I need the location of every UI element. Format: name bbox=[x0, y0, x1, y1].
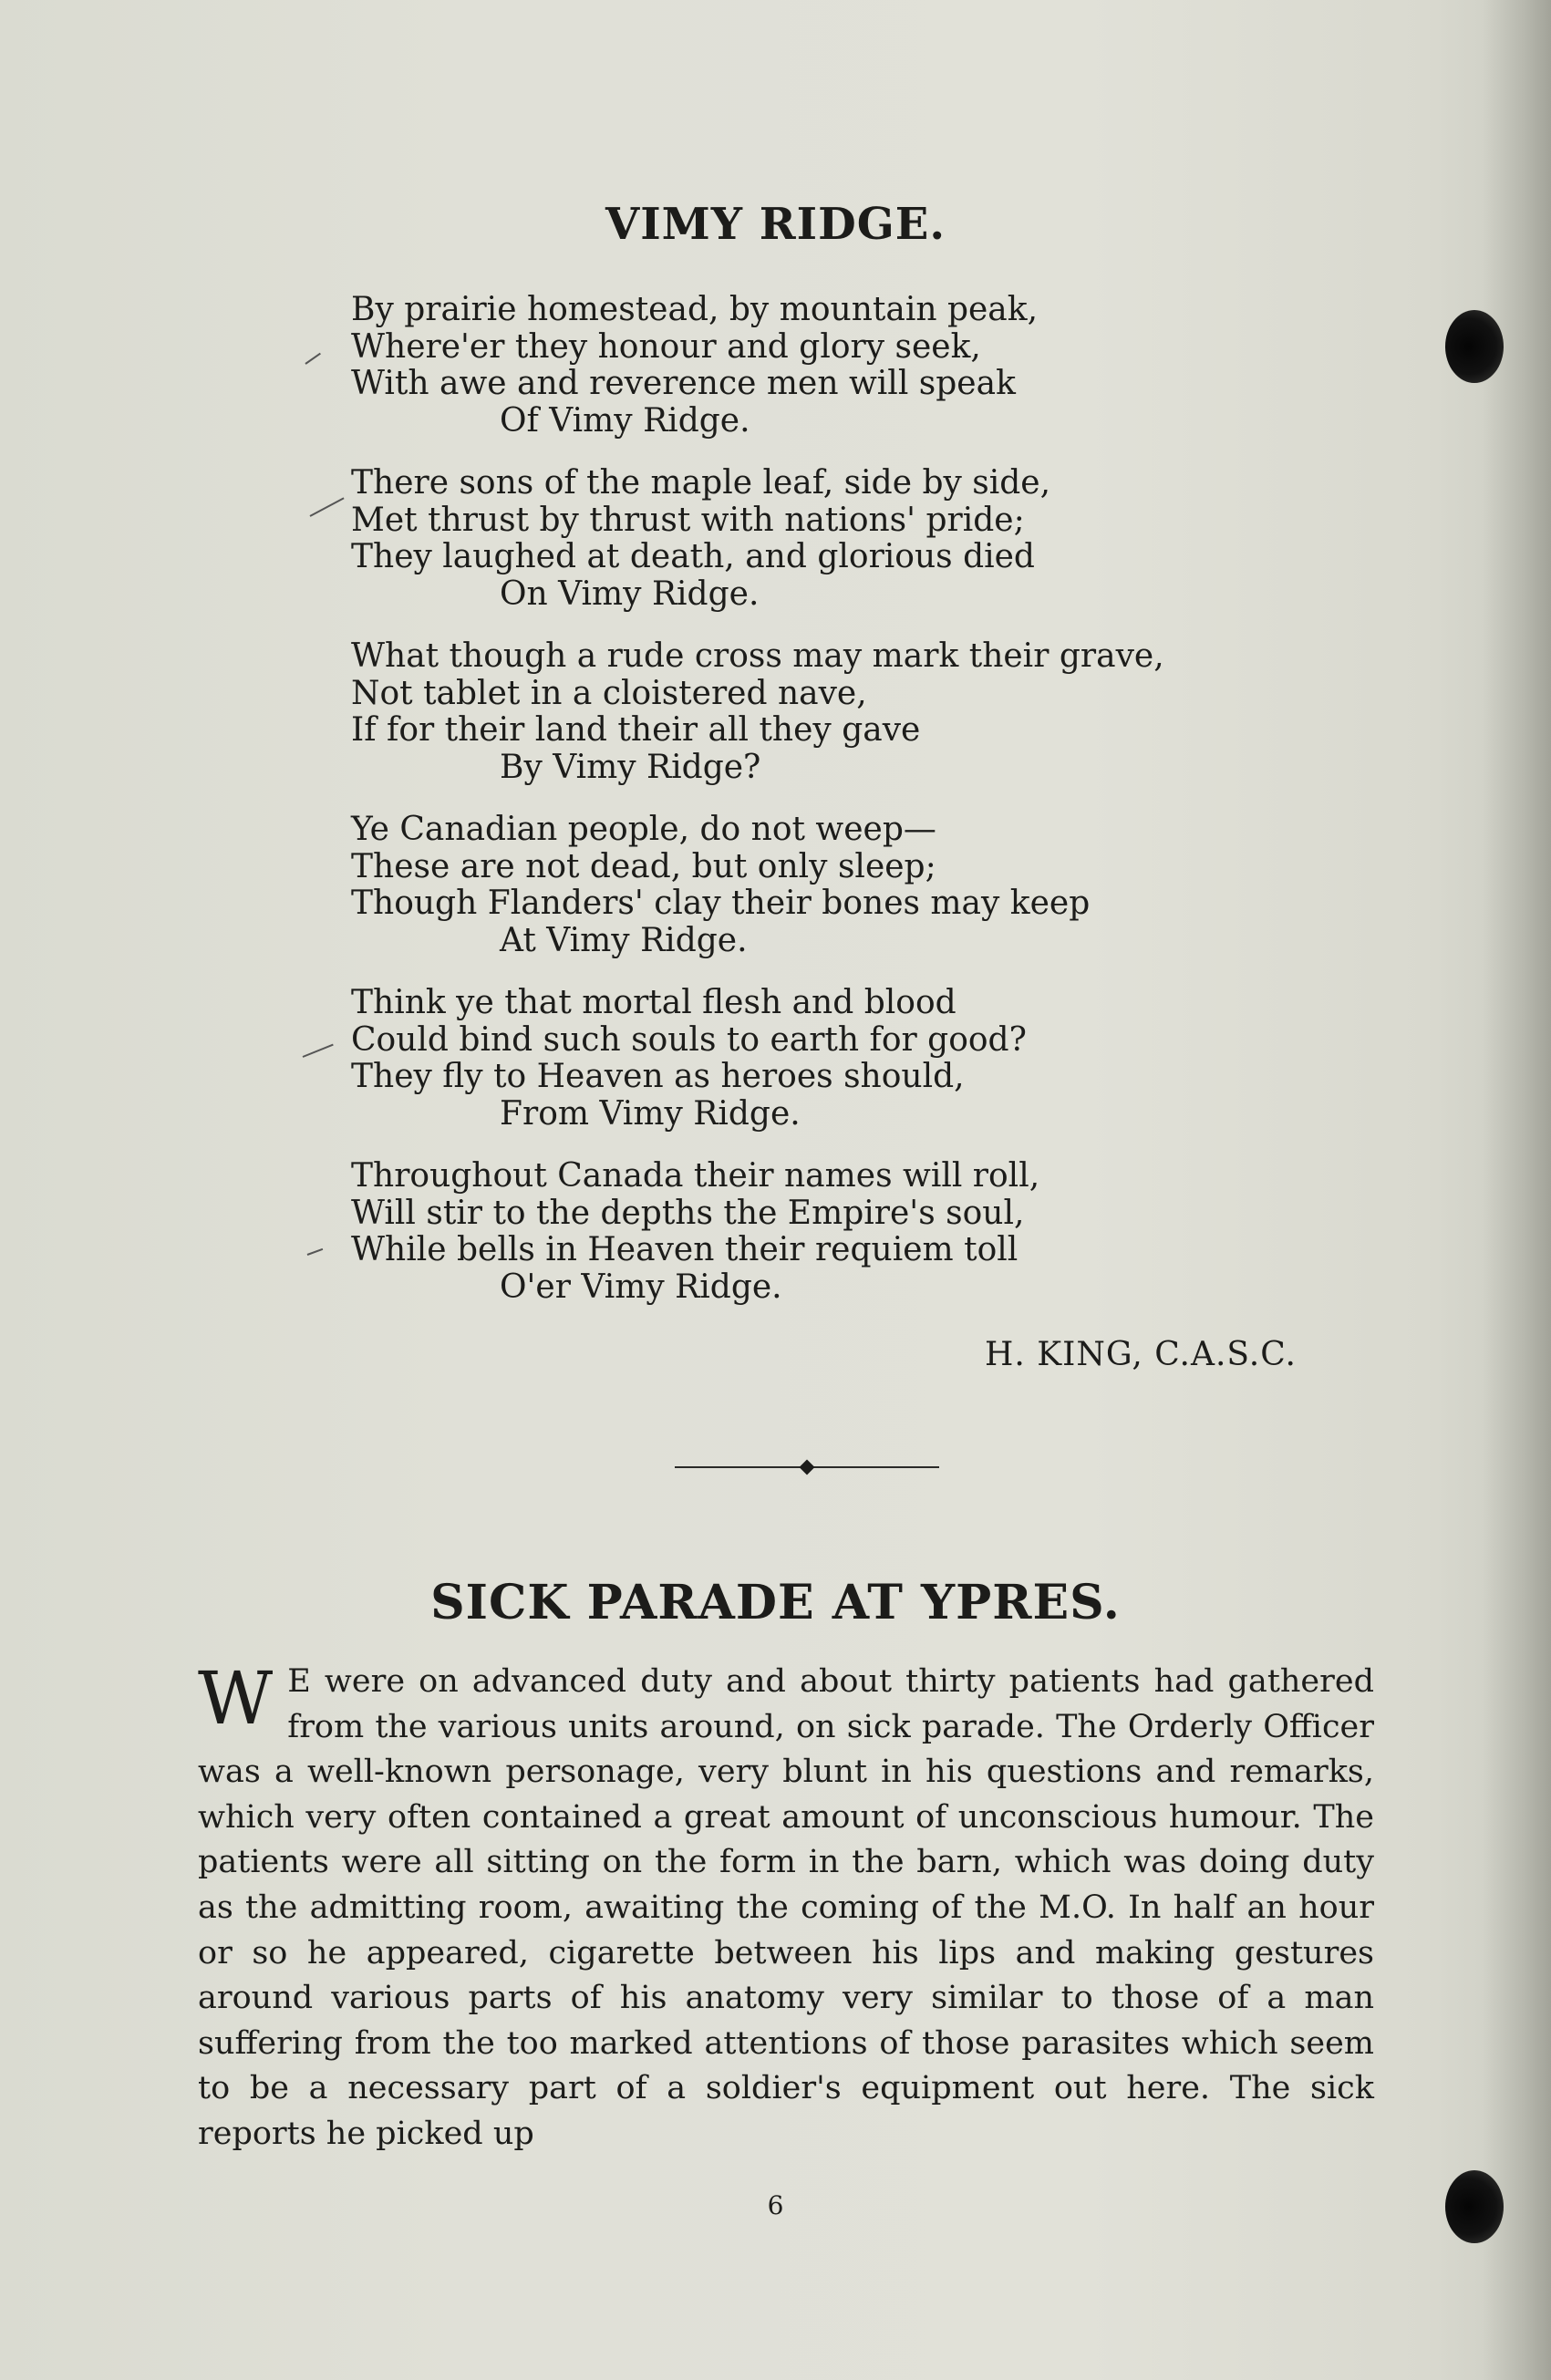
poem-stanza bbox=[351, 985, 1263, 1133]
poem-stanza bbox=[351, 1158, 1263, 1306]
poem-title: VIMY RIDGE. bbox=[605, 199, 946, 250]
poem-refrain: From Vimy Ridge. bbox=[500, 1094, 801, 1133]
poem-refrain: O'er Vimy Ridge. bbox=[500, 1268, 782, 1306]
poem-stanza bbox=[351, 812, 1263, 959]
article-title: SICK PARADE AT YPRES. bbox=[430, 1575, 1121, 1630]
poem-line: What though a rude cross may mark their grave, bbox=[351, 637, 1164, 675]
pencil-tick-mark bbox=[305, 353, 321, 365]
poem-line: They fly to Heaven as heroes should, bbox=[351, 1058, 965, 1095]
poem-refrain: By Vimy Ridge? bbox=[500, 748, 761, 786]
poem-refrain: On Vimy Ridge. bbox=[500, 574, 760, 613]
article-body bbox=[198, 1656, 1374, 2158]
poem-line: Will stir to the depths the Empire's soul, bbox=[351, 1194, 1025, 1232]
poem-line: These are not dead, but only sleep; bbox=[351, 847, 936, 885]
binding-hole-top bbox=[1445, 310, 1504, 383]
poem-line: With awe and reverence men will speak bbox=[351, 365, 1016, 402]
poem-line: Could bind such souls to earth for good? bbox=[351, 1020, 1027, 1059]
poem-line: Think ye that mortal flesh and blood bbox=[351, 984, 956, 1021]
poem-stanza bbox=[351, 465, 1263, 613]
poem-line: If for their land their all they gave bbox=[351, 711, 921, 749]
poem-line: They laughed at death, and glorious died bbox=[351, 538, 1035, 575]
poem-line: There sons of the maple leaf, side by side, bbox=[351, 464, 1051, 502]
poem-stanza bbox=[351, 292, 1263, 440]
pencil-tick-mark bbox=[310, 497, 345, 516]
poem-line: Met thrust by thrust with nations' pride; bbox=[351, 501, 1025, 539]
poem-refrain: At Vimy Ridge. bbox=[500, 921, 748, 959]
poem-body bbox=[351, 292, 1263, 1331]
poem-line: Where'er they honour and glory seek, bbox=[351, 327, 981, 366]
divider-ornament-icon bbox=[800, 1460, 815, 1475]
pencil-tick-mark bbox=[303, 1044, 334, 1058]
poem-line: Though Flanders' clay their bones may keep bbox=[351, 885, 1091, 922]
poem-attribution: H. KING, C.A.S.C. bbox=[985, 1336, 1297, 1373]
poem-line: Not tablet in a cloistered nave, bbox=[351, 674, 867, 712]
poem-line: While bells in Heaven their requiem toll bbox=[351, 1231, 1018, 1268]
drop-cap: W bbox=[198, 1656, 274, 1741]
poem-line: By prairie homestead, by mountain peak, bbox=[351, 291, 1039, 328]
poem-line: Ye Canadian people, do not weep— bbox=[351, 811, 936, 848]
poem-line: Throughout Canada their names will roll, bbox=[351, 1157, 1040, 1195]
pencil-tick-mark bbox=[307, 1248, 324, 1256]
poem-stanza bbox=[351, 638, 1263, 786]
article-text: E were on advanced duty and about thirty patients had gathered from the various units around, on sick parade. The Orderly Officer was a well-known personage, very blunt in his questions and remarks, which very often contained a great amount of unconscious humour. The patients were all sitting on the form in the barn, which was doing duty as the admitting room, awaiting the coming of the M.O. In half an hour or so he appeared, cigarette between his lips and making gestures around various parts of his anatomy very similar to those of a man suffering from the too marked attentions of those parasites which seem to be a necessary part of a soldier's equipment out here. The sick reports he picked up bbox=[198, 1663, 1374, 2152]
page-number: 6 bbox=[767, 2190, 784, 2220]
poem-refrain: Of Vimy Ridge. bbox=[500, 401, 750, 440]
